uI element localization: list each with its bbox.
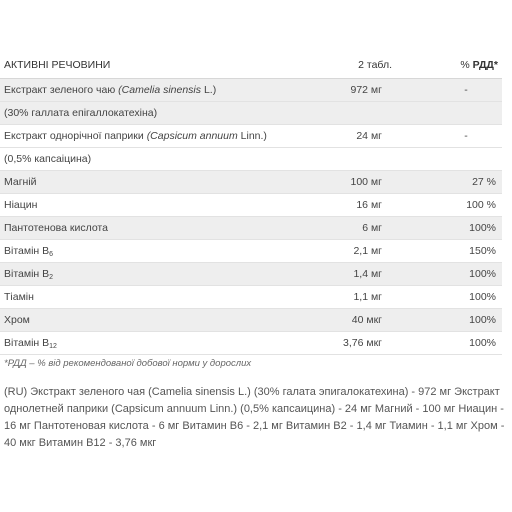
ingredient-name [0,194,308,217]
vitamin-subscript: 2 [49,273,54,281]
rdd-value [396,148,502,171]
ingredient-name [0,240,308,263]
table-row [0,125,502,148]
ingredient-name-text: Екстракт однорічної паприки [4,130,147,142]
ingredient-name-text: Пантотенова кислота [4,222,108,234]
table-row [0,217,502,240]
dose-value: 1,1 мг [353,291,382,303]
ingredient-name [0,263,308,286]
ingredient-name [0,125,308,148]
dose-value: 1,4 мг [353,268,382,280]
ingredient-name [0,332,308,355]
ingredient-name-text: (0,5% капсаіцина) [4,153,92,165]
header-rdd-prefix: % [460,59,473,71]
ingredient-name-text: Екстракт зеленого чаю [4,84,119,96]
rdd-value: 100% [469,337,496,349]
rdd-value: 100% [469,314,496,326]
russian-composition-text: (RU) Экстракт зеленого чая (Camelia sinensis L.) (30% галата эпигалокатехина) - 972 мг Экстракт однолетней паприки (Capsicum annuum Linn.) (0,5% капсаицина) - 24 мг Магний - 100 мг Ниацин - 16 мг Пантотеновая кислота - 6 мг Витамин В6 - 2,1 мг Витамин В2 - 1,4 мг Тиамин - 1,1 мг Хром - 40 мкг Витамин В12 - 3,76 мкг [4,386,505,449]
dose-value: 6 мг [362,222,382,234]
dose-value: 24 мг [356,130,382,142]
ingredient-name [0,79,308,102]
ingredients-table [0,52,502,355]
rdd-value: 100% [469,268,496,280]
header-active-substances: АКТИВНІ РЕЧОВИНИ [0,52,308,79]
rdd-value: 100% [469,222,496,234]
table-row [0,286,502,309]
dose-value [308,102,396,125]
rdd-value [396,102,502,125]
ingredients-panel [0,52,512,355]
vitamin-subscript: 6 [49,250,54,258]
dose-value: 16 мг [356,199,382,211]
rdd-value: 100 % [466,199,496,211]
table-row [0,240,502,263]
table-body [0,79,502,355]
rdd-value: - [464,84,468,96]
latin-author: Linn.) [237,130,267,142]
dose-value [308,148,396,171]
dose-value: 3,76 мкг [343,337,382,349]
ingredient-name-text: Вітамін В [4,267,50,280]
ingredient-name-text: Вітамін В [4,336,50,349]
header-dose: 2 табл. [308,52,396,79]
ingredient-name-text: Вітамін В [4,244,50,257]
rdd-value: 27 % [472,176,496,188]
rdd-value: - [464,130,468,142]
ingredient-name [0,286,308,309]
dose-value: 40 мкг [351,314,382,326]
dose-value: 2,1 мг [353,245,382,257]
ingredient-name [0,148,308,171]
latin-name: (Capsicum annuum [146,130,238,142]
vitamin-subscript: 12 [49,342,57,350]
latin-name: (Camelia sinensis [118,84,202,96]
dose-value: 100 мг [350,176,382,188]
table-row [0,194,502,217]
table-header-row [0,52,502,79]
header-rdd-label: РДД* [472,59,498,71]
table-row [0,148,502,171]
table-row [0,79,502,102]
dose-value: 972 мг [350,84,382,96]
ingredient-name-text: Тіамін [4,291,34,303]
table-row [0,309,502,332]
latin-author: L.) [201,84,217,96]
table-row [0,171,502,194]
rdd-value: 100% [469,291,496,303]
rdd-footnote: *РДД – % від рекомендованої добової норми у дорослих [4,358,252,369]
ingredient-name-text: Ніацин [4,199,38,211]
ingredient-name-text: Хром [4,314,30,326]
rdd-value: 150% [469,245,496,257]
table-row [0,263,502,286]
ingredient-name-text: Магній [4,176,37,188]
ingredient-name [0,309,308,332]
ingredient-name [0,171,308,194]
header-rdd [396,52,502,79]
ingredient-name-text: (30% галлата епігаллокатехіна) [4,107,158,119]
table-row [0,332,502,355]
ingredient-name [0,217,308,240]
table-row [0,102,502,125]
ingredient-name [0,102,308,125]
